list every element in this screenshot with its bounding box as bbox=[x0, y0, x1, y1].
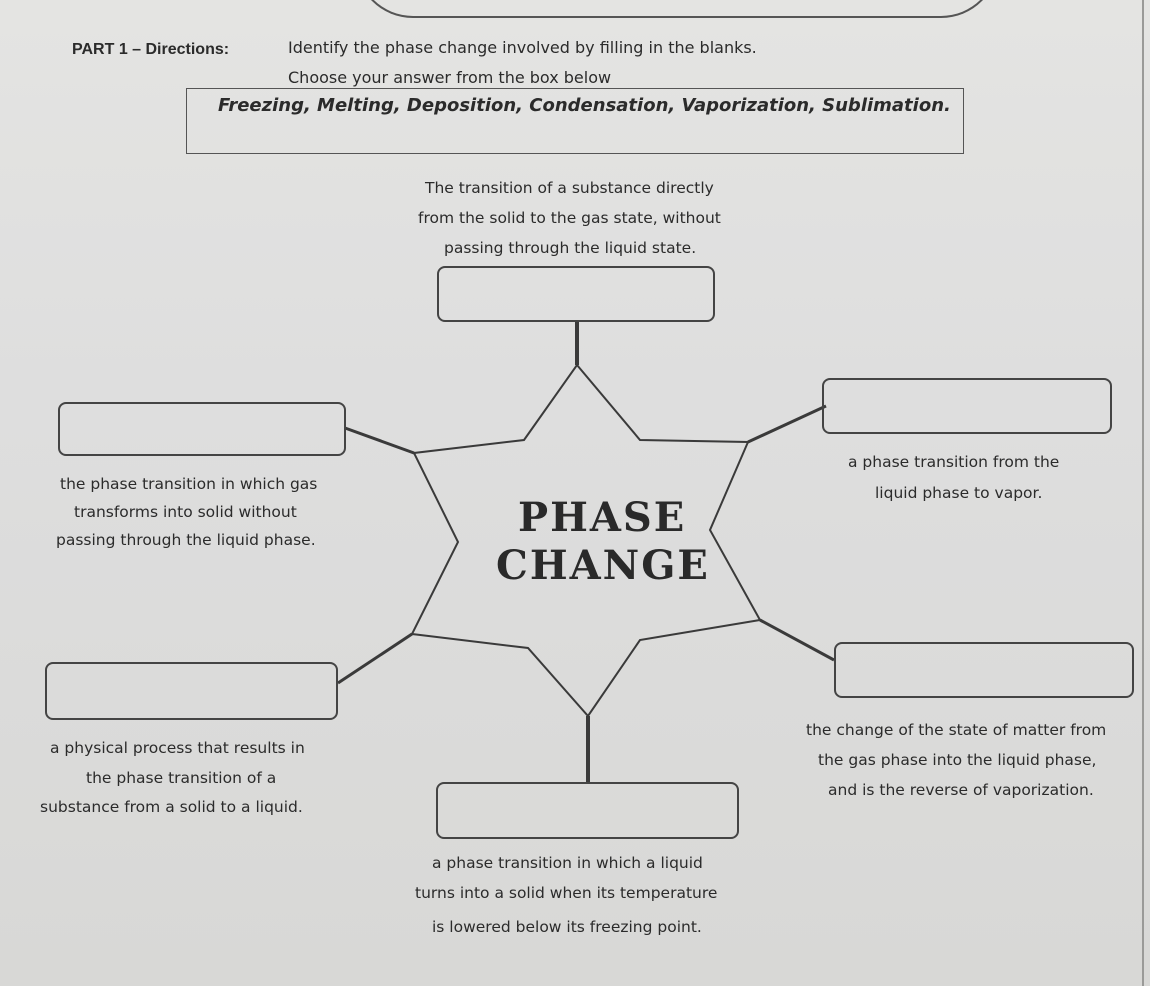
clue-upper-left-line-1: the phase transition in which gas bbox=[60, 475, 318, 493]
clue-upper-right-line-2: liquid phase to vapor. bbox=[875, 484, 1043, 502]
connector-lower-left bbox=[338, 634, 412, 683]
blank-top[interactable] bbox=[437, 266, 715, 322]
clue-bottom-line-3: is lowered below its freezing point. bbox=[432, 918, 702, 936]
blank-upper-right[interactable] bbox=[822, 378, 1112, 434]
clue-upper-left-line-3: passing through the liquid phase. bbox=[56, 531, 316, 549]
directions-label: PART 1 – Directions: bbox=[72, 41, 230, 58]
center-title-change: CHANGE bbox=[496, 542, 710, 589]
clue-lower-right-line-2: the gas phase into the liquid phase, bbox=[818, 751, 1097, 769]
blank-upper-left[interactable] bbox=[58, 402, 346, 456]
blank-bottom[interactable] bbox=[436, 782, 739, 839]
clue-top-line-1: The transition of a substance directly bbox=[425, 179, 714, 197]
clue-upper-right-line-1: a phase transition from the bbox=[848, 453, 1060, 471]
clue-bottom-line-2: turns into a solid when its temperature bbox=[415, 884, 718, 902]
connector-lower-right bbox=[760, 620, 834, 660]
clue-lower-right-line-3: and is the reverse of vaporization. bbox=[828, 781, 1094, 799]
clue-top-line-2: from the solid to the gas state, without bbox=[418, 209, 721, 227]
clue-lower-left-line-2: the phase transition of a bbox=[86, 769, 277, 787]
connector-upper-right bbox=[748, 406, 826, 442]
blank-lower-right[interactable] bbox=[834, 642, 1134, 698]
clue-lower-left-line-3: substance from a solid to a liquid. bbox=[40, 798, 303, 816]
center-title-phase: PHASE bbox=[518, 494, 687, 541]
clue-lower-left-line-1: a physical process that results in bbox=[50, 739, 305, 757]
clue-lower-right-line-1: the change of the state of matter from bbox=[806, 721, 1107, 739]
clue-top-line-3: passing through the liquid state. bbox=[444, 239, 697, 257]
connector-upper-left bbox=[345, 428, 414, 453]
directions-line-2: Choose your answer from the box below bbox=[288, 68, 612, 87]
directions-line-1: Identify the phase change involved by filling in the blanks. bbox=[288, 38, 757, 57]
blank-lower-left[interactable] bbox=[45, 662, 338, 720]
clue-bottom-line-1: a phase transition in which a liquid bbox=[432, 854, 703, 872]
clue-upper-left-line-2: transforms into solid without bbox=[74, 503, 297, 521]
answer-choices: Freezing, Melting, Deposition, Condensation, Vaporization, Sublimation. bbox=[218, 95, 951, 116]
